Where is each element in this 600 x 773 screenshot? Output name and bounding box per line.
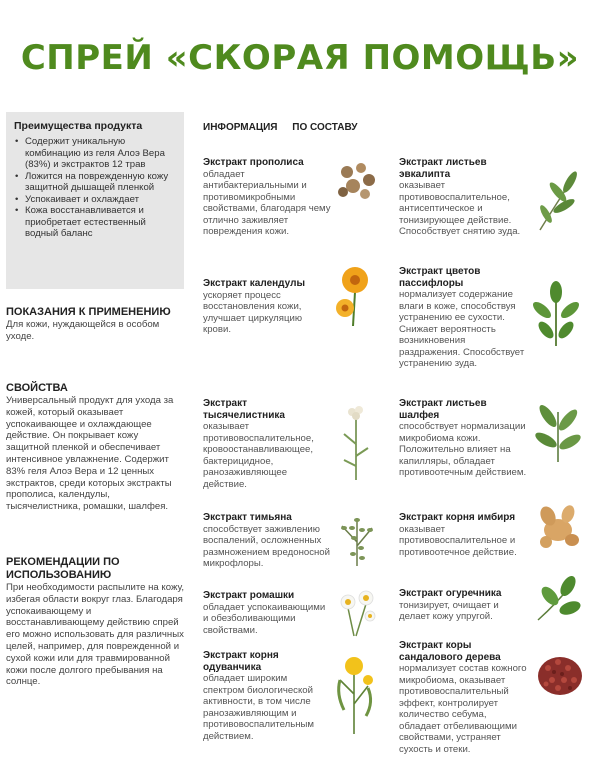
indications-heading: ПОКАЗАНИЯ К ПРИМЕНЕНИЮ [6,306,171,318]
benefit-item: • Ложится на поврежденную кожу защитной дышащей пленкой [14,171,178,194]
ingredient-name: Экстракт ромашки [203,590,295,601]
borage-icon [528,574,584,624]
ingredient-name: Экстракт коры сандалового дерева [399,640,501,663]
recommendations-text: При необходимости распылите на кожу, избегая области вокруг глаз. Благодаря успокаивающему и восстанавливающему действию спрей его можно использовать для различных целей, например, для поврежденной и сухой кожи или для травмированной кожи после долгого пребывания на солнце. [6,582,184,688]
composition-header-right: ПО СОСТАВУ [292,122,358,133]
ginger-icon [532,500,586,554]
ingredient-name: Экстракт календулы [203,278,305,289]
ingredient-yarrow [203,398,331,490]
indications-text: Для кожи, нуждающейся в особом уходе. [6,319,160,342]
passiflora-icon [528,280,584,348]
benefits-list [14,136,178,240]
ingredient-name: Экстракт листьев эвкалипта [399,157,487,180]
yarrow-icon [336,404,376,482]
dandelion-icon [332,654,378,736]
composition-header-left: ИНФОРМАЦИЯ [203,122,278,133]
indications-section [6,306,184,343]
ingredient-text: обладает антибактериальными и противомикробными свойствами, благодаря чему отлично заживляет повреждения кожи. [203,168,331,237]
ingredient-dandelion [203,650,331,742]
properties-section [6,382,184,513]
ingredient-text: оказывает противовоспалительное, кровоостанавливающее, бактерицидное, ранозаживляющее действие. [203,421,314,490]
ingredient-text: оказывает противовоспалительное и противоотечное действие. [399,523,517,558]
ingredient-calendula [203,278,331,336]
ingredient-name: Экстракт огуречника [399,588,502,599]
calendula-icon [333,262,377,328]
ingredient-name: Экстракт корня одуванчика [203,650,279,673]
ingredient-passiflora [399,266,529,370]
sage-icon [530,402,586,464]
properties-heading: СВОЙСТВА [6,382,68,394]
ingredient-name: Экстракт тимьяна [203,512,292,523]
recommendations-section [6,556,184,688]
ingredient-name: Экстракт тысячелистника [203,398,285,421]
sandalwood-icon [534,650,586,700]
benefit-item: • Содержит уникальную комбинацию из геля Алоэ Вера (83%) и экстрактов 12 трав [14,136,178,171]
ingredient-name: Экстракт прополиса [203,157,304,168]
ingredient-ginger [399,512,527,558]
ingredient-sandalwood [399,640,527,755]
ingredient-text: способствует заживлению воспалений, осложненных размножением вредоносной микрофлоры. [203,523,331,569]
chamomile-icon [334,588,380,638]
ingredient-text: способствует нормализации микробиома кожи. Положительно влияет на капилляры, обладает противоотечным действием. [399,421,527,478]
ingredient-name: Экстракт корня имбиря [399,512,516,523]
properties-text: Универсальный продукт для ухода за кожей, который оказывает успокаивающее и охлаждающее действие. Он покрывает кожу защитной пленкой и обеспечивает интенсивное увлажнение. Содержит 83% геля Алоэ Вера и 12 ценных экстрактов, среди которых экстракты прополиса, календулы, тысячелистника, ромашки, шалфея. [6,395,174,513]
propolis-icon [333,158,381,204]
ingredient-name: Экстракт листьев шалфея [399,398,487,421]
benefit-item: • Кожа восстанавливается и приобретает естественный водный баланс [14,205,178,240]
ingredient-eucalyptus [399,157,527,238]
ingredient-text: ускоряет процесс восстановления кожи, улучшает циркуляцию крови. [203,289,303,335]
composition-header [203,122,370,133]
ingredient-text: оказывает противовоспалительное, антисептическое и тонизирующее действие. Способствует снятию зуда. [399,180,521,237]
ingredient-text: обладает широким спектром биологической активности, в том числе ранозаживляющим и противовоспалительным действием. [203,673,315,742]
ingredient-sage [399,398,527,479]
ingredient-name: Экстракт цветов пассифлоры [399,266,481,289]
ingredient-text: нормализует состав кожного микробиома, оказывает противовоспалительный эффект, контролирует количество себума, обладает отбеливающими свойствами, устраняет сухость и отеки. [399,663,527,755]
eucalyptus-icon [530,168,584,232]
ingredient-propolis [203,157,331,238]
benefit-item: • Успокаивает и охлаждает [14,194,178,206]
benefits-box [6,112,184,289]
benefits-heading: Преимущества продукта [14,120,143,132]
ingredient-chamomile [203,590,331,636]
ingredient-thyme [203,512,331,570]
ingredient-text: тонизирует, очищает и делает кожу упругой. [399,599,499,622]
ingredient-cucumber [399,588,527,623]
ingredient-text: нормализует содержание влаги в коже, способствуя устранению ее сухости. Снижает вероятность возникновения раздражения. Способствует устранению зуда. [399,289,525,369]
thyme-icon [332,512,382,568]
page-title: СПРЕЙ «СКОРАЯ ПОМОЩЬ» [20,38,580,78]
recommendations-heading: РЕКОМЕНДАЦИИ ПО ИСПОЛЬЗОВАНИЮ [6,556,120,581]
ingredient-text: обладает успокаивающими и обезболивающими свойствами. [203,601,326,636]
